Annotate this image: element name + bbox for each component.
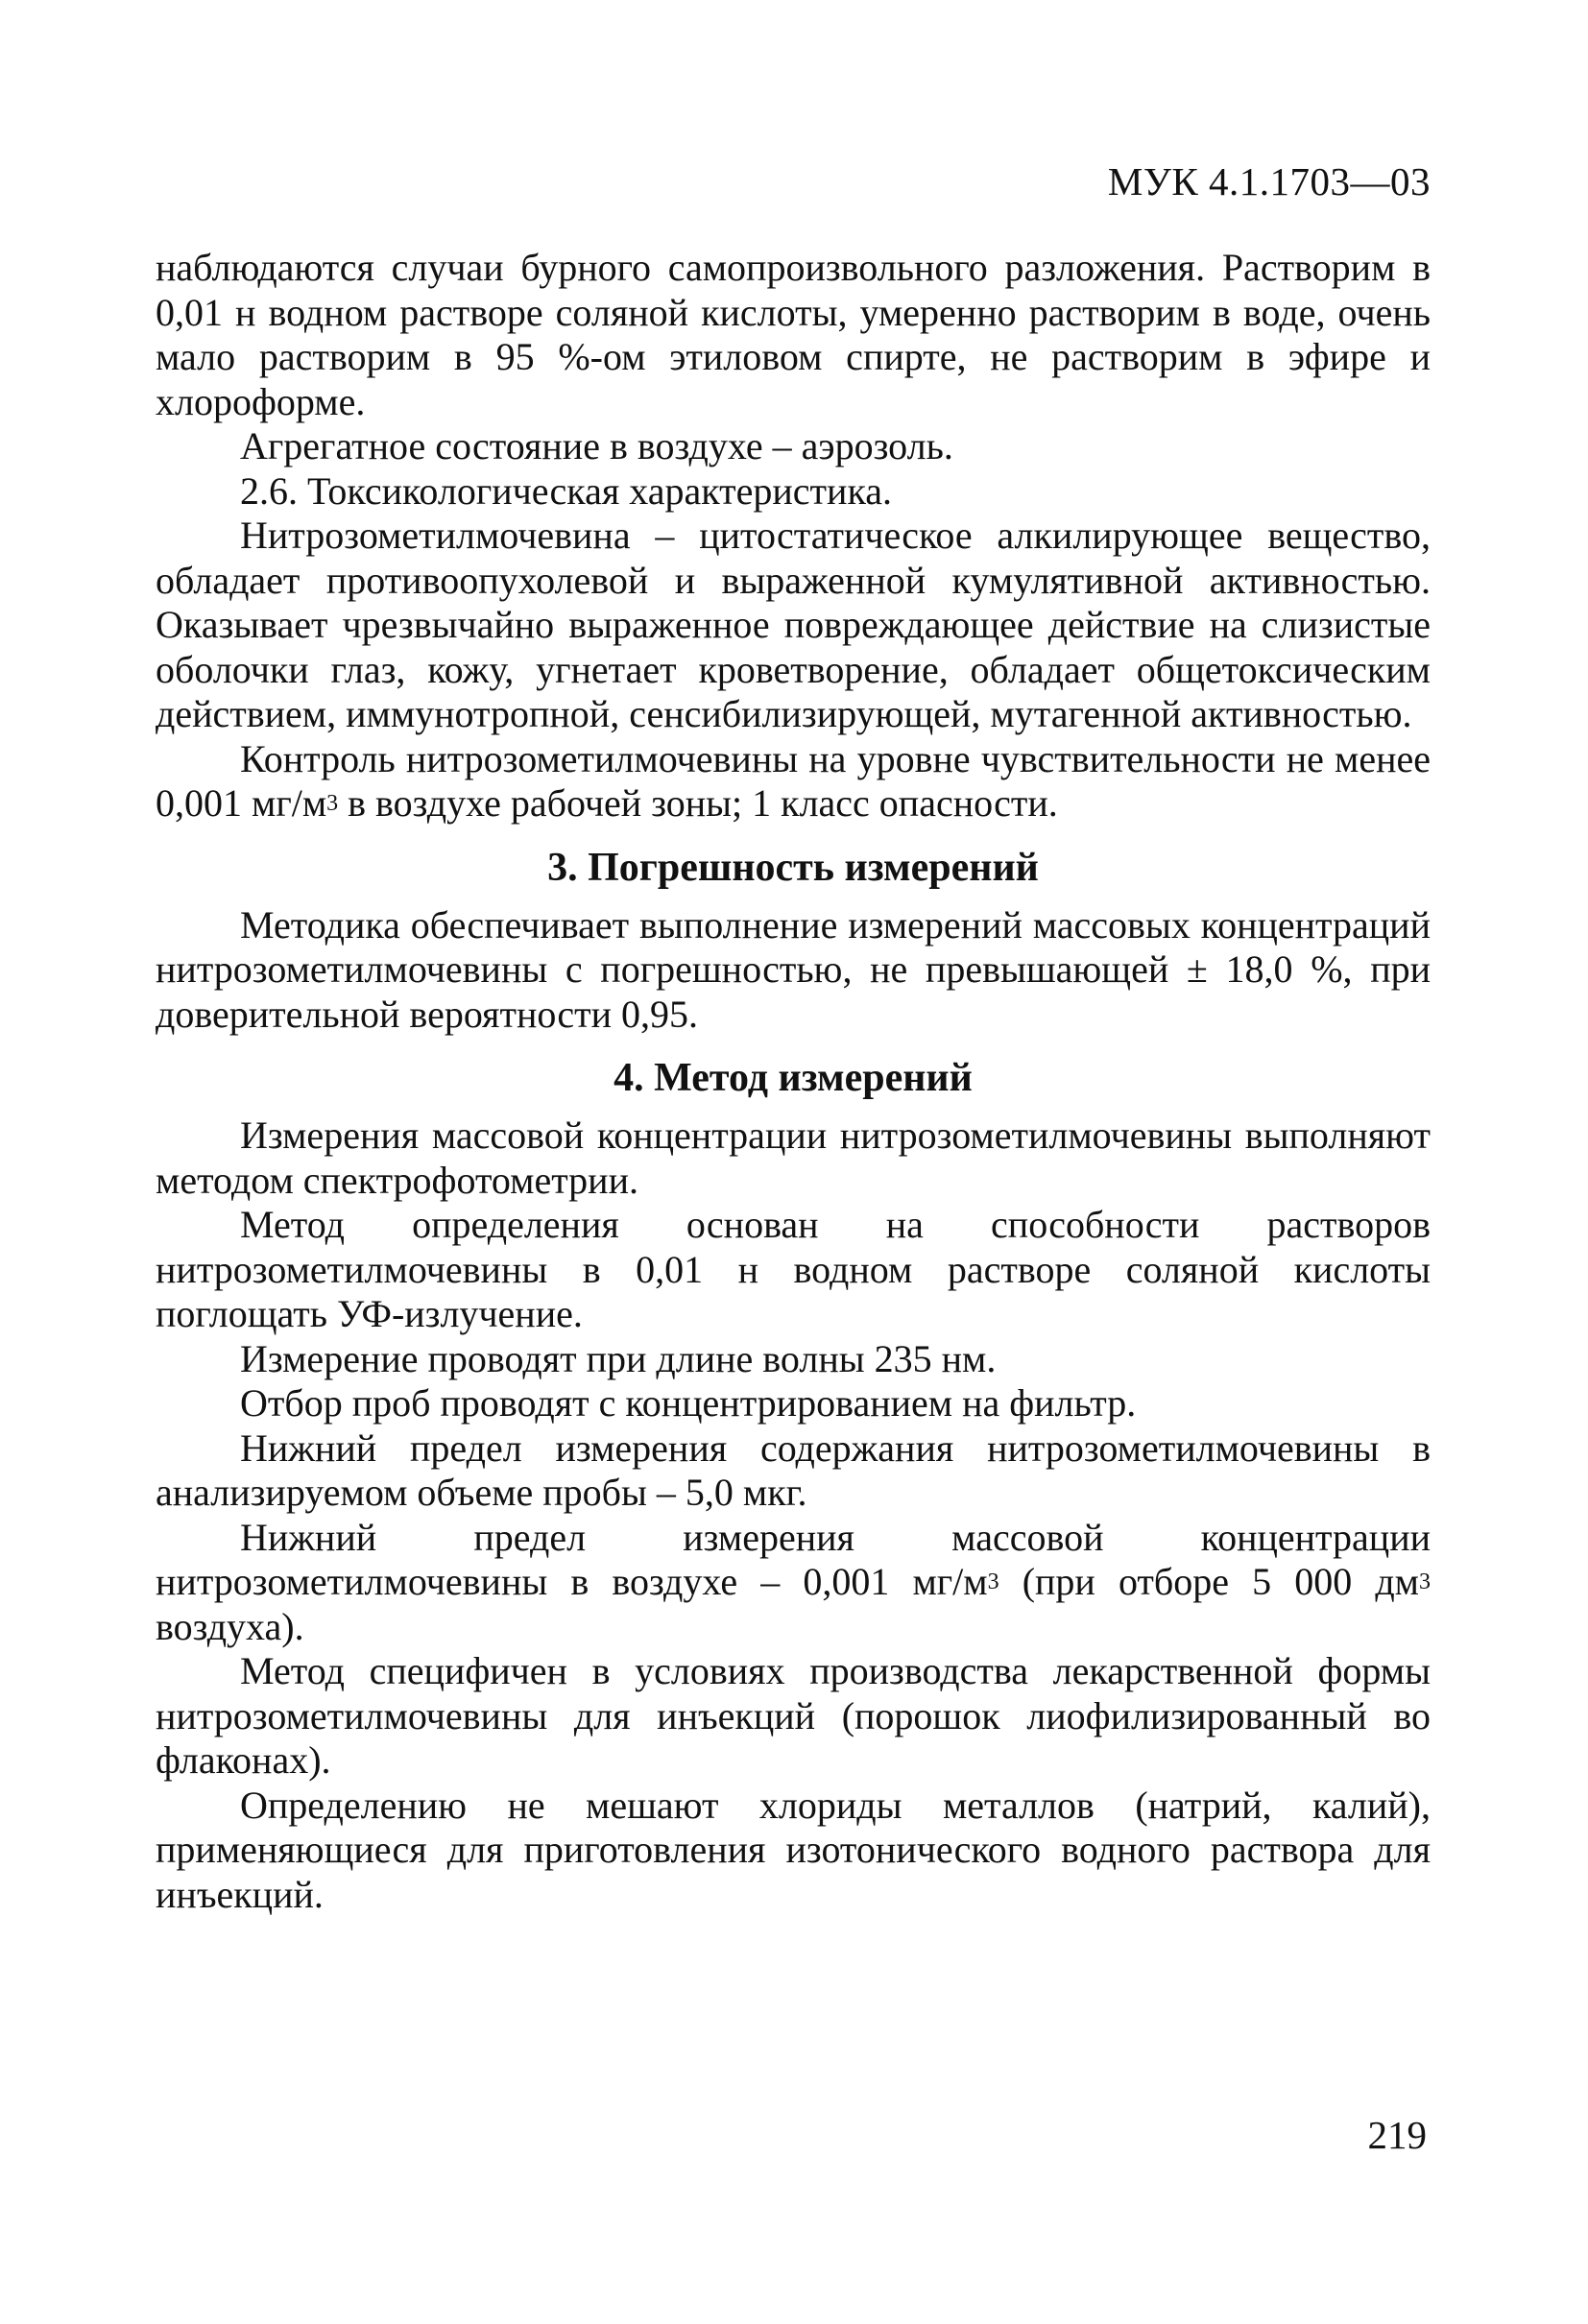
paragraph-toxicology: Нитрозометилмочевина – цитостатическое алкилирующее вещество, обладает противоопухолевой и выраженной кумулятивной активностью. Оказывает чрезвычайно выраженное повреждающее действие на слизистые оболочки глаз, кожу, угнетает кроветворение, обладает общетоксическим действием, иммунотропной, сенсибилизирующей, мутагенной активностью. — [156, 514, 1431, 735]
paragraph-aggregate-state: Агрегатное состояние в воздухе – аэрозоль. — [240, 424, 953, 467]
paragraph-control-text: Контроль нитрозометилмочевины на уровне чувствительности не менее 0,001 мг/м — [156, 736, 1431, 825]
document-body — [156, 246, 1431, 1917]
paragraph-interference: Определению не мешают хлориды металлов (натрий, калий), применяющиеся для приготовления изотонического водного раствора для инъекций. — [156, 1783, 1431, 1916]
paragraph-toxicology-heading: 2.6. Токсикологическая характеристика. — [240, 468, 893, 513]
section-heading-method: 4. Метод измерений — [614, 1056, 973, 1100]
paragraph-lower-limit-content: Нижний предел измерения содержания нитрозометилмочевины в анализируемом объеме пробы – 5,0 мкг. — [156, 1426, 1431, 1514]
document-code: МУК 4.1.1703—03 — [1107, 159, 1431, 204]
superscript-cubic: 3 — [326, 791, 339, 816]
superscript-cubic: 3 — [1419, 1569, 1431, 1594]
superscript-cubic: 3 — [987, 1569, 999, 1594]
paragraph-lower-limit-text-end: воздуха). — [156, 1604, 304, 1648]
paragraph-method-basis: Метод определения основан на способности растворов нитрозометилмочевины в 0,01 н водном растворе соляной кислоты поглощать УФ-излучение. — [156, 1203, 1431, 1335]
paragraph-lower-limit-text: Нижний предел измерения массовой концентрации нитрозометилмочевины в воздухе – 0,001 мг/м — [156, 1515, 1431, 1603]
paragraph-control — [156, 737, 1431, 827]
paragraph-method-spectro: Измерения массовой концентрации нитрозометилмочевины выполняют методом спектрофотометрии. — [156, 1114, 1431, 1202]
paragraph-wavelength: Измерение проводят при длине волны 235 нм. — [240, 1336, 997, 1380]
paragraph-control-text-end: в воздухе рабочей зоны; 1 класс опасности. — [338, 781, 1058, 825]
paragraph-lower-limit-text-mid: (при отборе 5 000 дм — [999, 1560, 1419, 1603]
paragraph-specificity: Метод специфичен в условиях производства лекарственной формы нитрозометилмочевины для инъекций (порошок лиофилизированный во флаконах). — [156, 1649, 1431, 1782]
paragraph-sampling: Отбор проб проводят с концентрированием на фильтр. — [240, 1381, 1137, 1425]
section-heading-error: 3. Погрешность измерений — [547, 845, 1039, 890]
paragraph-lower-limit-concentration — [156, 1516, 1431, 1650]
paragraph-error: Методика обеспечивает выполнение измерений массовых концентраций нитрозометилмочевины с погрешностью, не превышающей ± 18,0 %, при доверительной вероятности 0,95. — [156, 902, 1431, 1036]
paragraph-solubility: наблюдаются случаи бурного самопроизвольного разложения. Растворим в 0,01 н водном растворе соляной кислоты, умеренно растворим в воде, очень мало растворим в 95 %-ом этиловом спирте, не растворим в эфире и хлороформе. — [156, 246, 1431, 423]
page-number: 219 — [1367, 2113, 1427, 2157]
